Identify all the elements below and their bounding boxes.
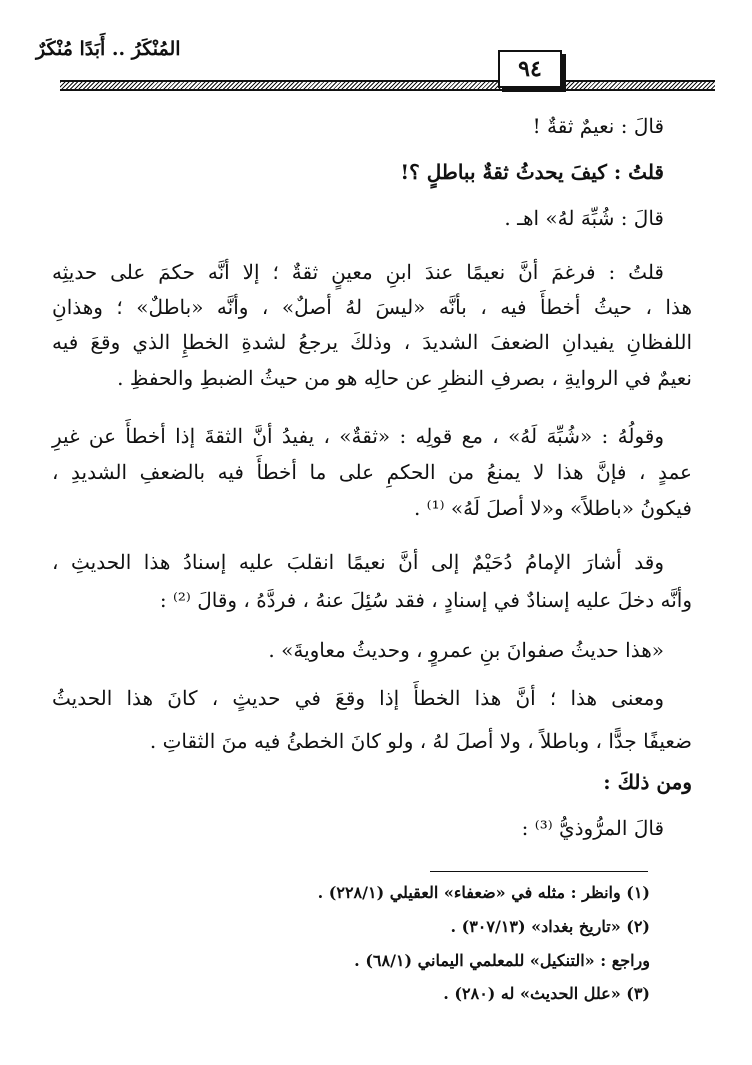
paragraph-line: وقد أشارَ الإمامُ دُحَيْمٌ إلى أنَّ نعيمًا انقلبَ عليه إسنادُ هذا الحديثِ ، [52,550,664,574]
footnote: (٣) «علل الحديث» له (٢٨٠) . [443,984,650,1003]
header-rule [60,80,715,91]
text-line: قالَ : نعيمٌ ثقةٌ ! [532,114,664,138]
paragraph-line: وقولُهُ : «شُبِّهَ لَهُ» ، مع قولِه : «ثقةٌ» ، يفيدُ أنَّ الثقةَ إذا أخطأَ عن غيرِ [52,424,664,448]
footnote-separator [430,871,648,872]
paragraph-line: فيكونُ «باطلاً» و«لا أصلَ لَهُ» ⁽¹⁾ . [413,496,692,520]
text-line: قلتُ : كيفَ يحدثُ ثقةٌ بباطلٍ ؟! [400,160,664,184]
paragraph-line: ومعنى هذا ؛ أنَّ هذا الخطأَ إذا وقعَ في حديثٍ ، كانَ هذا الحديثُ [52,686,664,710]
paragraph-line: هذا ، حيثُ أخطأَ فيه ، بأنَّه «ليسَ لهُ أصلٌ» ، وأنَّه «باطلٌ» ؛ وهذانِ [52,295,692,319]
footnote: (١) وانظر : مثله في «ضعفاء» العقيلي (٢٢٨/١) . [317,883,650,902]
footnote: (٢) «تاريخ بغداد» (٣٠٧/١٣) . [450,917,650,936]
text-line: قالَ المرُّوذيُّ ⁽³⁾ : [521,816,664,840]
quoted-text: «هذا حديثُ صفوانَ بنِ عمروٍ ، وحديثُ معاويةَ» . [268,638,664,662]
paragraph-line: وأنَّه دخلَ عليه إسنادٌ في إسنادٍ ، فقد سُئِلَ عنهُ ، فردَّهُ ، وقالَ ⁽²⁾ : [159,588,692,612]
page-number: ٩٤ [498,50,562,88]
paragraph-line: اللفظانِ يفيدانِ الضعفَ الشديدَ ، وذلكَ يرجعُ لشدةِ الخطإِ الذي وقعَ فيه [52,330,692,354]
paragraph-line: ضعيفًا جدًّا ، وباطلاً ، ولا أصلَ لهُ ، ولو كانَ الخطئُ فيه منَ الثقاتِ . [149,729,692,753]
paragraph-line: قلتُ : فرغمَ أنَّ نعيمًا عندَ ابنِ معينٍ ثقةٌ ؛ إلا أنَّه حكمَ على حديثِه [52,260,664,284]
paragraph-line: نعيمٌ في الروايةِ ، بصرفِ النظرِ عن حالِه هو من حيثُ الضبطِ والحفظِ . [117,366,692,390]
footnote: وراجع : «التنكيل» للمعلمي اليماني (٦٨/١) . [354,951,650,970]
text-line: قالَ : شُبِّهَ لهُ» اهـ . [504,206,664,230]
section-heading: ومن ذلكَ : [603,770,692,794]
paragraph-line: عمدٍ ، فإنَّ هذا لا يمنعُ من الحكمِ على ما أخطأَ فيه بالضعفِ الشديدِ ، [52,460,692,484]
running-header-title: المُنْكَرُ .. أَبَدًا مُنْكَرٌ [36,38,181,60]
